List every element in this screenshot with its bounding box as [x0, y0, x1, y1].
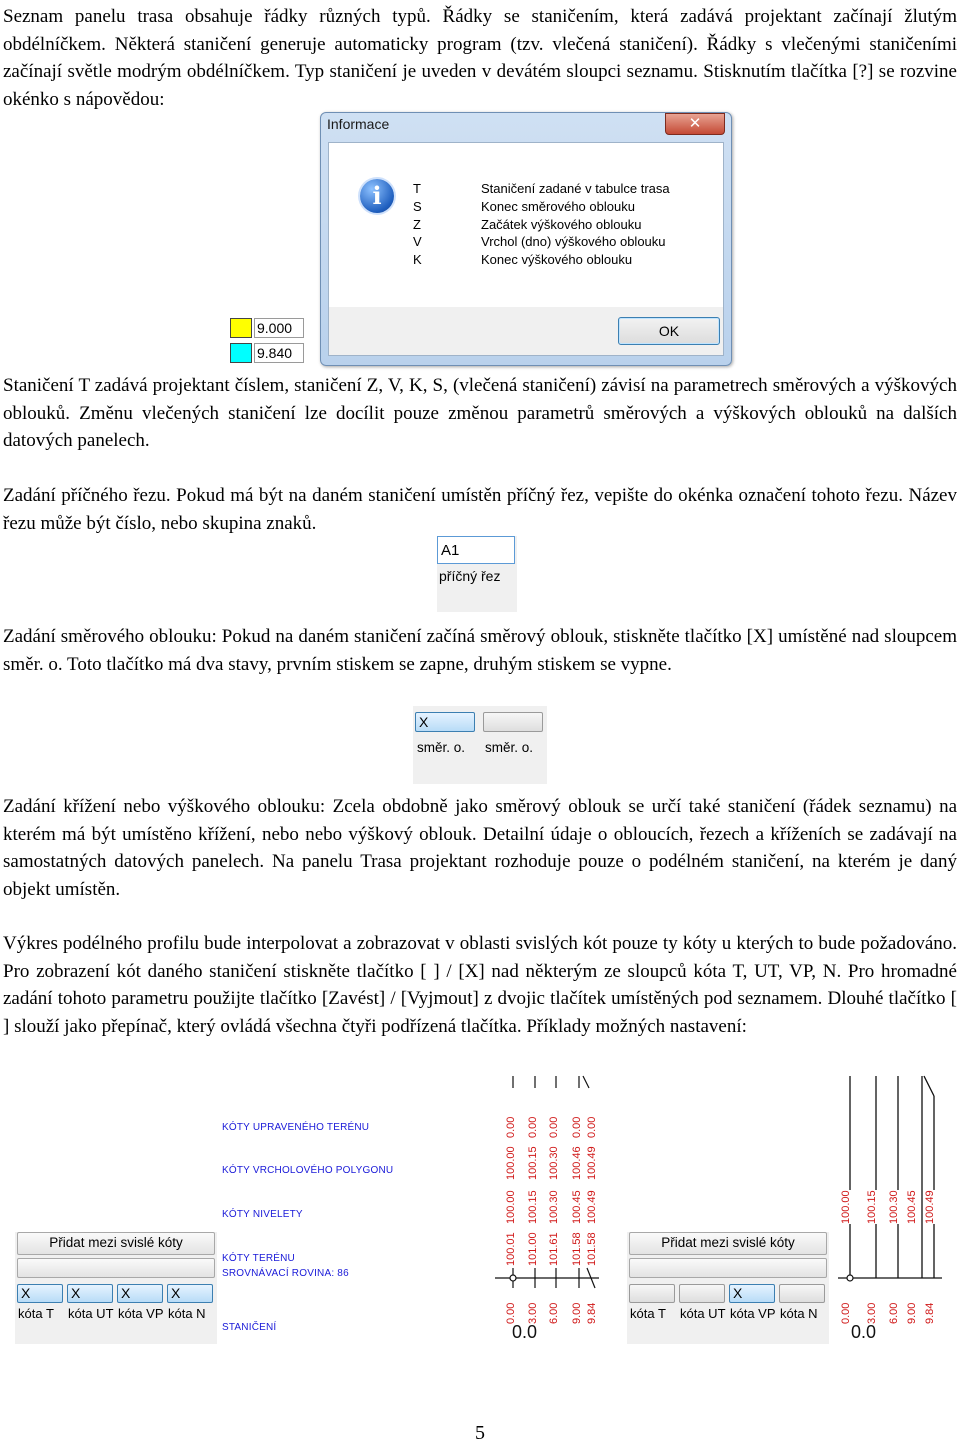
- code-item: T: [413, 181, 421, 196]
- value-row2: 100.49: [586, 1146, 598, 1180]
- value-row5: 3.00: [866, 1302, 878, 1324]
- cross-section-paragraph: Zadání příčného řezu. Pokud má být na daném staničení umístěn příčný řez, vepište do okénka označení tohoto řezu. Název řezu může být číslo, nebo skupina znaků.: [3, 485, 957, 534]
- profile-label-nivelety: KÓTY NIVELETY: [222, 1209, 303, 1220]
- master-toggle-bar[interactable]: [629, 1258, 827, 1278]
- page-number: 5: [475, 1422, 485, 1444]
- profile-label-terenu: KÓTY TERÉNU: [222, 1253, 295, 1264]
- value-row1: 0.00: [571, 1116, 583, 1138]
- kota-t-toggle[interactable]: [629, 1284, 675, 1303]
- master-toggle-button[interactable]: Přidat mezi svislé kóty: [17, 1232, 215, 1255]
- value-row1: 0.00: [527, 1116, 539, 1138]
- profile-paragraph: Výkres podélného profilu bude interpolovat a zobrazovat v oblasti svislých kót pouze ty kóty u kterých to bude požadováno. Pro zobrazení kót daného staničení stiskněte tlačítko [ ] / [X] nad některým ze sloupců kóta T, UT, VP, N. Pro hromadné zadání tohoto parametru použijte tlačítko [Zavést] / [Vyjmout] z dvojic tlačítek umístěných pod seznamem. Dlouhé tlačítko [ ] slouží jako přepínač, který ovládá všechna čtyři podřízená tlačítka. Příklady možných nastavení:: [3, 933, 957, 1037]
- value-row3: 100.30: [888, 1190, 900, 1224]
- value-row5: 0.00: [840, 1302, 852, 1324]
- swatch-value: 9.840: [254, 343, 304, 363]
- profile-label-vrcholovy: KÓTY VRCHOLOVÉHO POLYGONU: [222, 1165, 394, 1176]
- profile-label-srovnavaci: SROVNÁVACÍ ROVINA: 86: [222, 1268, 349, 1279]
- info-icon: i: [360, 179, 394, 213]
- kota-ut-label: kóta UT: [680, 1306, 726, 1321]
- profile-right-zero: 0.0: [851, 1322, 877, 1342]
- kota-ut-toggle[interactable]: X: [67, 1284, 113, 1303]
- kota-ut-toggle[interactable]: [679, 1284, 725, 1303]
- value-row2: 100.00: [505, 1146, 517, 1180]
- kota-n-toggle[interactable]: [779, 1284, 825, 1303]
- value-row3: 100.45: [906, 1190, 918, 1224]
- value-row4: 100.01: [505, 1232, 517, 1266]
- value-row5: 9.00: [906, 1302, 918, 1324]
- yellow-swatch: [230, 318, 252, 338]
- value-row3: 100.15: [866, 1190, 878, 1224]
- value-row4: 101.00: [527, 1232, 539, 1266]
- code-item: Z: [413, 216, 421, 232]
- kota-t-label: kóta T: [18, 1306, 54, 1321]
- value-row2: 100.15: [527, 1146, 539, 1180]
- kota-n-label: kóta N: [168, 1306, 206, 1321]
- description-item: Staničení zadané v tabulce trasa: [481, 181, 670, 196]
- profile-left-values: [498, 1080, 602, 1340]
- master-toggle-button[interactable]: Přidat mezi svislé kóty: [629, 1232, 827, 1255]
- ok-button[interactable]: OK: [618, 317, 720, 345]
- curve-buttons-widget: [413, 706, 547, 784]
- value-row4: 101.61: [548, 1232, 560, 1266]
- description-item: Začátek výškového oblouku: [481, 216, 642, 232]
- description-list: [481, 180, 670, 269]
- cross-section-input[interactable]: A1: [437, 536, 515, 564]
- value-row3: 100.49: [924, 1190, 936, 1224]
- curve-column-label: směr. o.: [417, 740, 466, 755]
- cross-section-label: příčný řez: [439, 568, 501, 584]
- profile-label-upraveny: KÓTY UPRAVENÉHO TERÉNU: [222, 1122, 370, 1133]
- value-row1: 0.00: [505, 1116, 517, 1138]
- swatch-value: 9.000: [254, 318, 304, 338]
- info-dialog: [320, 112, 732, 366]
- kota-ut-label: kóta UT: [68, 1306, 114, 1321]
- value-row4: 101.58: [586, 1232, 598, 1266]
- kota-vp-label: kóta VP: [730, 1306, 776, 1321]
- value-row4: 101.58: [571, 1232, 583, 1266]
- example-right-panel: [627, 1232, 829, 1344]
- kota-vp-toggle[interactable]: X: [729, 1284, 775, 1303]
- dialog-footer: [328, 307, 724, 356]
- value-row2: 100.30: [548, 1146, 560, 1180]
- profile-right-values: [838, 1080, 942, 1340]
- dialog-content: [328, 142, 724, 308]
- value-row3: 100.49: [586, 1190, 598, 1224]
- curve-toggle-off-button[interactable]: [483, 712, 543, 732]
- code-item: K: [413, 252, 422, 268]
- stationing-paragraph: Staničení T zadává projektant číslem, staničení Z, V, K, S, (vlečená staničení) závisí na parametrech směrových a výškových oblouků. Změnu vlečených staničení lze docílit pouze změnou parametrů směrových a výškových oblouků na dalších datových panelech.: [3, 375, 957, 451]
- value-row5: 9.84: [924, 1302, 936, 1324]
- value-row3: 100.15: [527, 1190, 539, 1224]
- curve-paragraph: Zadání směrového oblouku: Pokud na daném staničení začíná směrový oblouk, stiskněte tlačítko [X] umístěné nad sloupcem směr. o. Toto tlačítko má dva stavy, prvním stiskem se zapne, druhým stiskem se vypne.: [3, 626, 957, 675]
- value-row5: 3.00: [527, 1302, 539, 1324]
- kota-n-toggle[interactable]: X: [167, 1284, 213, 1303]
- profile-label-staniceni: STANIČENÍ: [222, 1322, 277, 1333]
- description-item: Vrchol (dno) výškového oblouku: [481, 234, 666, 250]
- value-row3: 100.00: [505, 1190, 517, 1224]
- description-item: Konec výškového oblouku: [481, 252, 633, 268]
- code-item: S: [413, 198, 422, 214]
- value-row5: 9.84: [586, 1302, 598, 1324]
- kota-n-label: kóta N: [780, 1306, 818, 1321]
- value-row5: 0.00: [505, 1302, 517, 1324]
- dialog-title: Informace: [327, 116, 390, 132]
- profile-left-zero: 0.0: [512, 1322, 538, 1342]
- value-row1: 0.00: [586, 1116, 598, 1138]
- intro-paragraph: Seznam panelu trasa obsahuje řádky různých typů. Řádky se staničením, která zadává projektant začínají žlutým obdélníčkem. Některá staničení generuje automaticky program (tzv. vlečená staničení). Řádky s vlečenými staničeními začínají světle modrým obdélníčkem. Typ staničení je uveden v devátém sloupci seznamu. Stisknutím tlačítka [?] se rozvine okénko s nápovědou:: [3, 6, 957, 110]
- cross-section-widget: [437, 536, 517, 612]
- value-row5: 9.00: [571, 1302, 583, 1324]
- kota-vp-toggle[interactable]: X: [117, 1284, 163, 1303]
- crossing-paragraph: Zadání křížení nebo výškového oblouku: Zcela obdobně jako směrový oblouk se určí také staničení (řádek seznamu) na kterém má být umístěno křížení, nebo nebo výškový oblouk. Detailní údaje o obloucích, řezech a kříženích se zadávají na samostatných datových panelech. Na panelu Trasa projektant rozhoduje pouze o podélném staničení, na kterém je daný objekt umístěn.: [3, 796, 957, 900]
- curve-toggle-on-button[interactable]: X: [415, 712, 475, 732]
- master-toggle-bar[interactable]: [17, 1258, 215, 1278]
- kota-t-label: kóta T: [630, 1306, 666, 1321]
- value-row2: 100.46: [571, 1146, 583, 1180]
- value-row3: 100.00: [840, 1190, 852, 1224]
- example-left-panel: [15, 1232, 217, 1344]
- code-list: [413, 180, 422, 269]
- value-row5: 6.00: [888, 1302, 900, 1324]
- value-row1: 0.00: [548, 1116, 560, 1138]
- code-item: V: [413, 234, 422, 250]
- close-icon[interactable]: ✕: [665, 113, 725, 135]
- kota-t-toggle[interactable]: X: [17, 1284, 63, 1303]
- curve-column-label: směr. o.: [485, 740, 534, 755]
- value-row3: 100.45: [571, 1190, 583, 1224]
- kota-vp-label: kóta VP: [118, 1306, 164, 1321]
- cyan-swatch: [230, 343, 252, 363]
- value-row5: 6.00: [548, 1302, 560, 1324]
- description-item: Konec směrového oblouku: [481, 198, 635, 214]
- value-row3: 100.30: [548, 1190, 560, 1224]
